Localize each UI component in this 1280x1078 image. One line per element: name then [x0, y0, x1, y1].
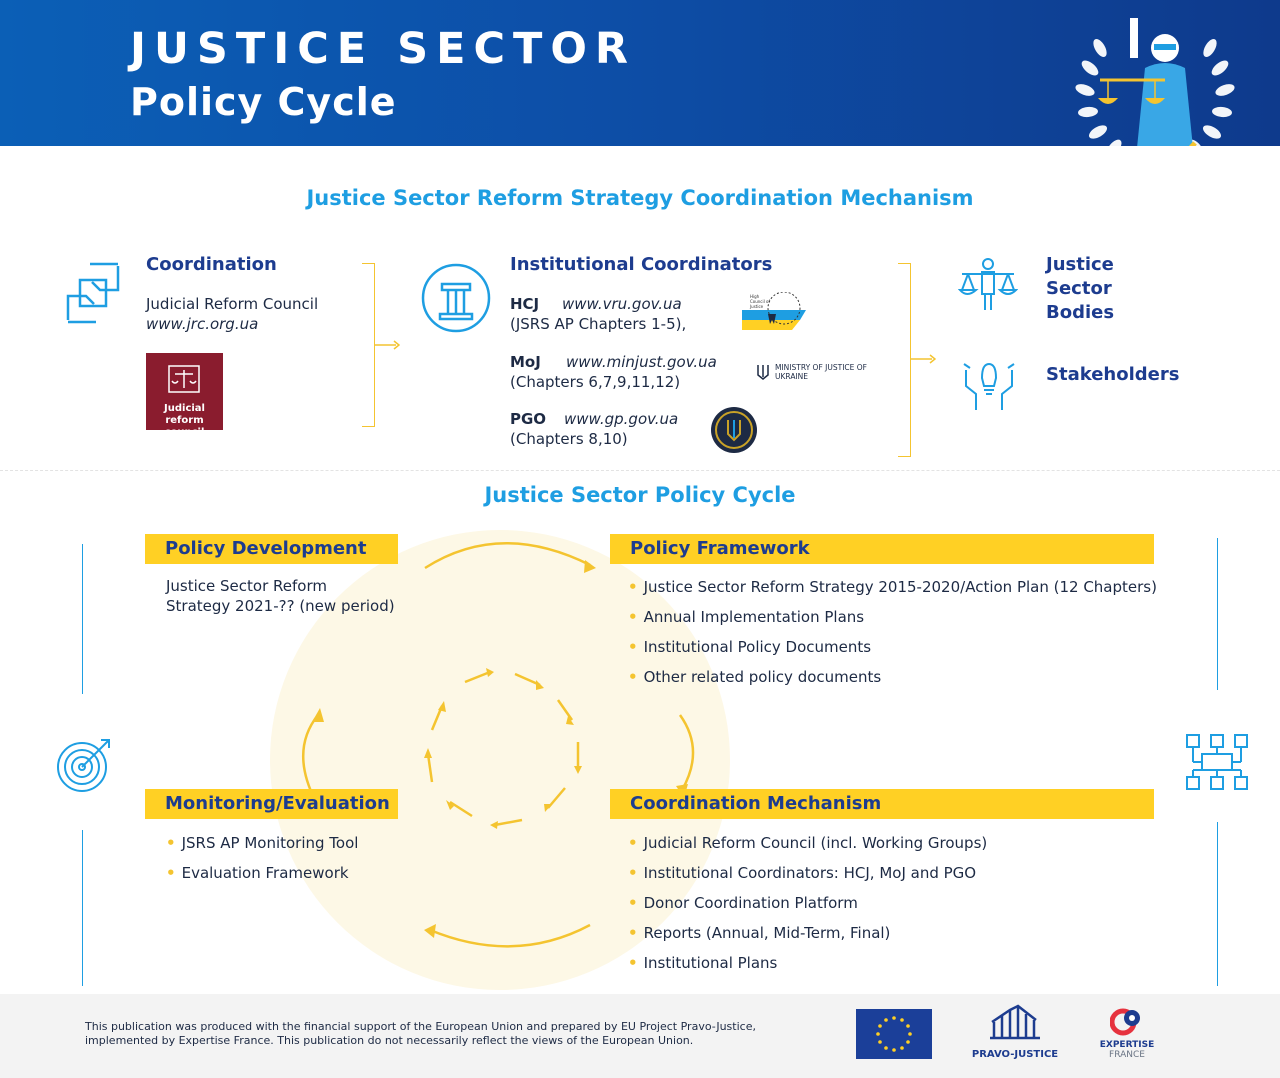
- list-item: • Institutional Plans: [628, 954, 778, 972]
- stakeholder-lightbulb-icon: [962, 356, 1016, 412]
- page-subtitle: Policy Cycle: [130, 80, 397, 124]
- left-line-bottom: [82, 830, 83, 986]
- lady-justice-icon: [1070, 8, 1240, 146]
- moj-url[interactable]: www.minjust.gov.ua: [566, 353, 717, 371]
- jrc-name: Judicial Reform Council: [146, 295, 319, 313]
- list-item: • Reports (Annual, Mid-Term, Final): [628, 924, 891, 942]
- policy-development-line1: Justice Sector Reform: [166, 577, 327, 595]
- hcj-logo-text: High Council of Justice: [750, 294, 770, 309]
- monitoring-evaluation-list: [166, 833, 358, 893]
- coordination-section-title: Justice Sector Reform Strategy Coordination Mechanism: [306, 186, 974, 210]
- left-line-top: [82, 544, 83, 694]
- expertise-france-logo-icon: [1110, 1006, 1144, 1038]
- list-item: • Justice Sector Reform Strategy 2015-2020/Action Plan (12 Chapters): [628, 578, 1157, 596]
- policy-development-bar: [145, 534, 398, 564]
- justice-bodies-line1: Justice: [1046, 254, 1114, 275]
- footer-disclaimer: [85, 1020, 825, 1048]
- column-institution-icon: [420, 262, 492, 334]
- policy-development-title: Policy Development: [165, 538, 367, 559]
- arrow-right-icon: [374, 339, 400, 351]
- pravo-justice-label: PRAVO-JUSTICE: [971, 1049, 1059, 1060]
- policy-development-line2: Strategy 2021-?? (new period): [166, 597, 395, 615]
- scales-icon: [168, 365, 200, 393]
- list-item: • Annual Implementation Plans: [628, 608, 865, 626]
- policy-framework-list: [628, 577, 1157, 697]
- policy-framework-title: Policy Framework: [630, 538, 810, 559]
- section-divider: [0, 470, 1280, 471]
- stakeholders-label: Stakeholders: [1046, 364, 1180, 385]
- moj-chapters: (Chapters 6,7,9,11,12): [510, 373, 681, 391]
- footer-disclaimer-line2: implemented by Expertise France. This publication do not necessarily reflect the views of the European Union.: [85, 1034, 694, 1047]
- eu-stars-icon: [856, 1009, 932, 1059]
- right-line-bottom: [1217, 822, 1218, 986]
- person-scales-icon: [958, 256, 1018, 312]
- expertise-france-label: EXPERTISE FRANCE: [1099, 1040, 1155, 1060]
- moj-logo: [757, 362, 867, 384]
- pgo-chapters: (Chapters 8,10): [510, 430, 628, 448]
- list-item: • Evaluation Framework: [166, 864, 349, 882]
- justice-bodies-line2: Sector: [1046, 278, 1112, 299]
- coordination-mechanism-title: Coordination Mechanism: [630, 793, 882, 814]
- header-banner: [0, 0, 1280, 146]
- list-item: • JSRS AP Monitoring Tool: [166, 834, 359, 852]
- pgo-abbr: PGO: [510, 410, 547, 428]
- list-item: • Judicial Reform Council (incl. Working Groups): [628, 834, 988, 852]
- coordination-mechanism-list: [628, 833, 987, 983]
- coordination-title: Coordination: [146, 254, 277, 275]
- pgo-url[interactable]: www.gp.gov.ua: [564, 410, 679, 428]
- hcj-abbr: HCJ: [510, 295, 540, 313]
- moj-abbr: MoJ: [510, 353, 541, 371]
- list-item: • Institutional Policy Documents: [628, 638, 872, 656]
- monitoring-evaluation-title: Monitoring/Evaluation: [165, 793, 390, 814]
- page-title: JUSTICE SECTOR: [130, 24, 637, 74]
- pravo-justice-building-icon: [988, 1004, 1042, 1040]
- hcj-chapters: (JSRS AP Chapters 1-5),: [510, 315, 687, 333]
- policy-framework-bar: [610, 534, 1154, 564]
- list-item: • Institutional Coordinators: HCJ, MoJ and PGO: [628, 864, 977, 882]
- institutional-coordinators-title: Institutional Coordinators: [510, 254, 773, 275]
- target-icon: [55, 736, 113, 794]
- policy-cycle-section-title: Justice Sector Policy Cycle: [484, 483, 796, 507]
- eu-flag-logo: [856, 1009, 932, 1059]
- arrow-right-icon-2: [910, 353, 936, 365]
- hcj-logo: [742, 292, 806, 332]
- pgo-emblem-icon: [710, 406, 758, 454]
- moj-logo-text: MINISTRY OF JUSTICE OF UKRAINE: [775, 363, 867, 381]
- monitoring-evaluation-bar: [145, 789, 398, 819]
- hcj-url[interactable]: www.vru.gov.ua: [562, 295, 682, 313]
- justice-bodies-line3: Bodies: [1046, 302, 1115, 323]
- jrc-url[interactable]: www.jrc.org.ua: [146, 315, 259, 333]
- coordination-mechanism-bar: [610, 789, 1154, 819]
- list-item: • Other related policy documents: [628, 668, 882, 686]
- right-line-top: [1217, 538, 1218, 690]
- jrc-logo-text-1: Judicial reform: [164, 403, 205, 426]
- footer-disclaimer-line1: This publication was produced with the financial support of the European Union and prepared by EU Project Pravo-Justice,: [85, 1020, 756, 1033]
- coordination-hands-icon: [60, 260, 126, 326]
- jrc-logo: [146, 353, 223, 438]
- trident-icon: [757, 364, 769, 380]
- network-diagram-icon: [1186, 734, 1248, 790]
- list-item: • Donor Coordination Platform: [628, 894, 858, 912]
- jrc-logo-text-2: council: [164, 427, 205, 438]
